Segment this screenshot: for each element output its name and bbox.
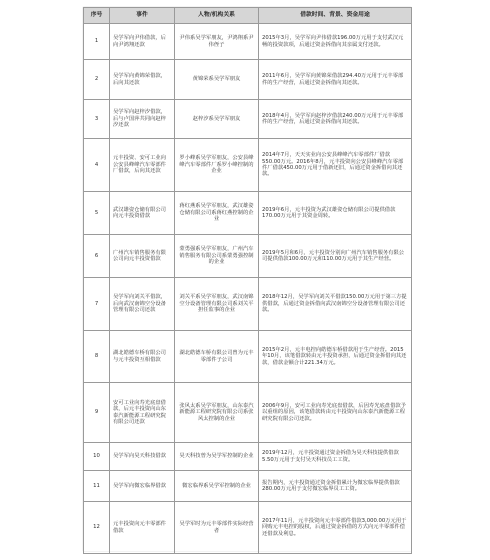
row-number: 8 xyxy=(84,331,110,383)
row-event: 湖北皓德车桥有限公司与元丰投资互相借款 xyxy=(110,331,175,383)
row-event: 吴学军向刘关平借款，后向武汉南锦空分设备管理有限公司还款 xyxy=(110,278,175,331)
row-event: 吴学军向微宏临界借款 xyxy=(110,471,175,502)
row-description: 2006年9月，安可工业向寿光底盘借款，后因寿光底盘借款予以重组的原因，该笔借款转由元丰投资向山东泰汽新能源工程研究院有限公司还款。 xyxy=(259,383,412,443)
row-event: 吴学军向尹伟借款，后向尹鸿翔还款 xyxy=(110,24,175,60)
table-row xyxy=(84,471,412,502)
table-body xyxy=(84,24,412,554)
row-event: 吴学军向黄锦荣借款，后向其还款 xyxy=(110,60,175,100)
row-description: 2011年6月，吴学军向黄锦荣借款294.40万元用于元丰零部件的生产经营，后通过资金拆借向其还款。 xyxy=(259,60,412,100)
row-number: 9 xyxy=(84,383,110,443)
row-relation: 罗小峰系吴学军朋友，公安县峰峰汽车零部件厂系罗小峰控制的企业 xyxy=(175,139,259,192)
row-relation: 昊天科技曾为吴学军控制的企业 xyxy=(175,443,259,471)
row-description: 2019年6月，元丰投资为武汉雄姿仓储有限公司提供借款170.00万元用于其资金周转。 xyxy=(259,192,412,235)
row-number: 5 xyxy=(84,192,110,235)
row-relation: 尹伟系吴学军朋友，尹鸿翔系尹伟侄子 xyxy=(175,24,259,60)
header-row xyxy=(84,8,412,24)
funds-table-container xyxy=(83,7,411,551)
row-description: 2019年12月，元丰投资通过资金拆借为昊天科技提供借款5.50万元用于支付吴天科技员工工资。 xyxy=(259,443,412,471)
table-row xyxy=(84,383,412,443)
table-row xyxy=(84,192,412,235)
row-number: 12 xyxy=(84,502,110,554)
row-description: 报告期内，元丰投资通过资金拆借累计为微宏临界提供借款280.00万元用于支付微宏临界员工工资。 xyxy=(259,471,412,502)
table-row xyxy=(84,139,412,192)
row-relation: 吴学军时为元丰零部件实际经营者 xyxy=(175,502,259,554)
table-row xyxy=(84,100,412,139)
row-relation: 黄锦荣系吴学军朋友 xyxy=(175,60,259,100)
header-relation: 人物/机构关系 xyxy=(175,8,259,24)
row-number: 6 xyxy=(84,235,110,278)
row-relation: 蒋红燕系吴学军朋友，武汉雄姿仓储有限公司系蒋红燕控制的企业 xyxy=(175,192,259,235)
row-relation: 赵梓汐系吴学军朋友 xyxy=(175,100,259,139)
row-relation: 微宏临界系吴学军控制的企业 xyxy=(175,471,259,502)
row-number: 4 xyxy=(84,139,110,192)
row-event: 广州汽车销售服务有限公司向元丰投资借款 xyxy=(110,235,175,278)
row-event: 吴学军向昊天科技借款 xyxy=(110,443,175,471)
row-number: 7 xyxy=(84,278,110,331)
header-description: 借款时间、背景、资金用途 xyxy=(259,8,412,24)
row-event: 元丰投资、安可工业向公安县峰峰汽车零部件厂借款，后向其还款 xyxy=(110,139,175,192)
row-number: 3 xyxy=(84,100,110,139)
table-row xyxy=(84,60,412,100)
table-row xyxy=(84,278,412,331)
row-relation: 湖北皓德车桥有限公司曾为元丰零部件子公司 xyxy=(175,331,259,383)
row-event: 吴学军向赵梓汐借款，后与卢国萍共同向赵梓汐还款 xyxy=(110,100,175,139)
row-relation: 蒙勇强系吴学军朋友，广州汽车销售服务有限公司系蒙勇强控制的企业 xyxy=(175,235,259,278)
row-description: 2019年5月和6月，元丰投资分别向广州汽车销售服务有限公司提供借款100.00万元和110.00万元用于其生产经营。 xyxy=(259,235,412,278)
table-row xyxy=(84,443,412,471)
borrowing-events-table xyxy=(83,7,412,554)
header-no: 序号 xyxy=(84,8,110,24)
row-event: 安可工业向寿光底盘借款，后元丰投资向山东泰汽新能源工程研究院有限公司还款 xyxy=(110,383,175,443)
row-event: 元丰投资向元丰零部件借款 xyxy=(110,502,175,554)
table-row xyxy=(84,331,412,383)
row-event: 武汉雄姿仓储有限公司向元丰投资借款 xyxy=(110,192,175,235)
row-relation: 张风太系吴学军朋友，山东泰汽新能源工程研究院有限公司系张风太控制的企业 xyxy=(175,383,259,443)
row-description: 2015年3月，吴学军向尹伟借款196.00万元用于支付武汉元畅的投资款项，后通过资金拆借向其亲属支付还款。 xyxy=(259,24,412,60)
row-description: 2018年4月，吴学军向赵梓汐借款240.00万元用于元丰零部件的生产经营，后通过资金拆借向其还款。 xyxy=(259,100,412,139)
table-row xyxy=(84,24,412,60)
row-description: 2014年7月，天天实业向公安县峰峰汽车零部件厂借款550.00万元。2016年8月，元丰投资向公安县峰峰汽车零部件厂借款450.00万元用于借新还旧，后通过资金拆借向其还款。 xyxy=(259,139,412,192)
row-relation: 刘关平系吴学军朋友，武汉南锦空分设备管理有限公司系刘关平担任监事的企业 xyxy=(175,278,259,331)
row-number: 1 xyxy=(84,24,110,60)
table-row xyxy=(84,235,412,278)
row-description: 2017年11月，元丰投资向元丰零部件借款3,000.00万元用于回购元丰电控的股权，后通过资金拆借的方式向元丰零部件偿还借款及利息。 xyxy=(259,502,412,554)
row-description: 2015年2月，元丰电控向皓德车桥借款用于生产经营。2015年10月，该笔借款转由元丰投资承担，后通过资金拆借向其还款，借款金额合计221.34万元。 xyxy=(259,331,412,383)
row-description: 2018年12月，吴学军向刘关平借款150.00万元用于第三方提供借款，后通过资金拆借向武汉南锦空分设备管理有限公司还款。 xyxy=(259,278,412,331)
table-row xyxy=(84,502,412,554)
row-number: 2 xyxy=(84,60,110,100)
row-number: 10 xyxy=(84,443,110,471)
row-number: 11 xyxy=(84,471,110,502)
table-header xyxy=(84,8,412,24)
header-event: 事件 xyxy=(110,8,175,24)
